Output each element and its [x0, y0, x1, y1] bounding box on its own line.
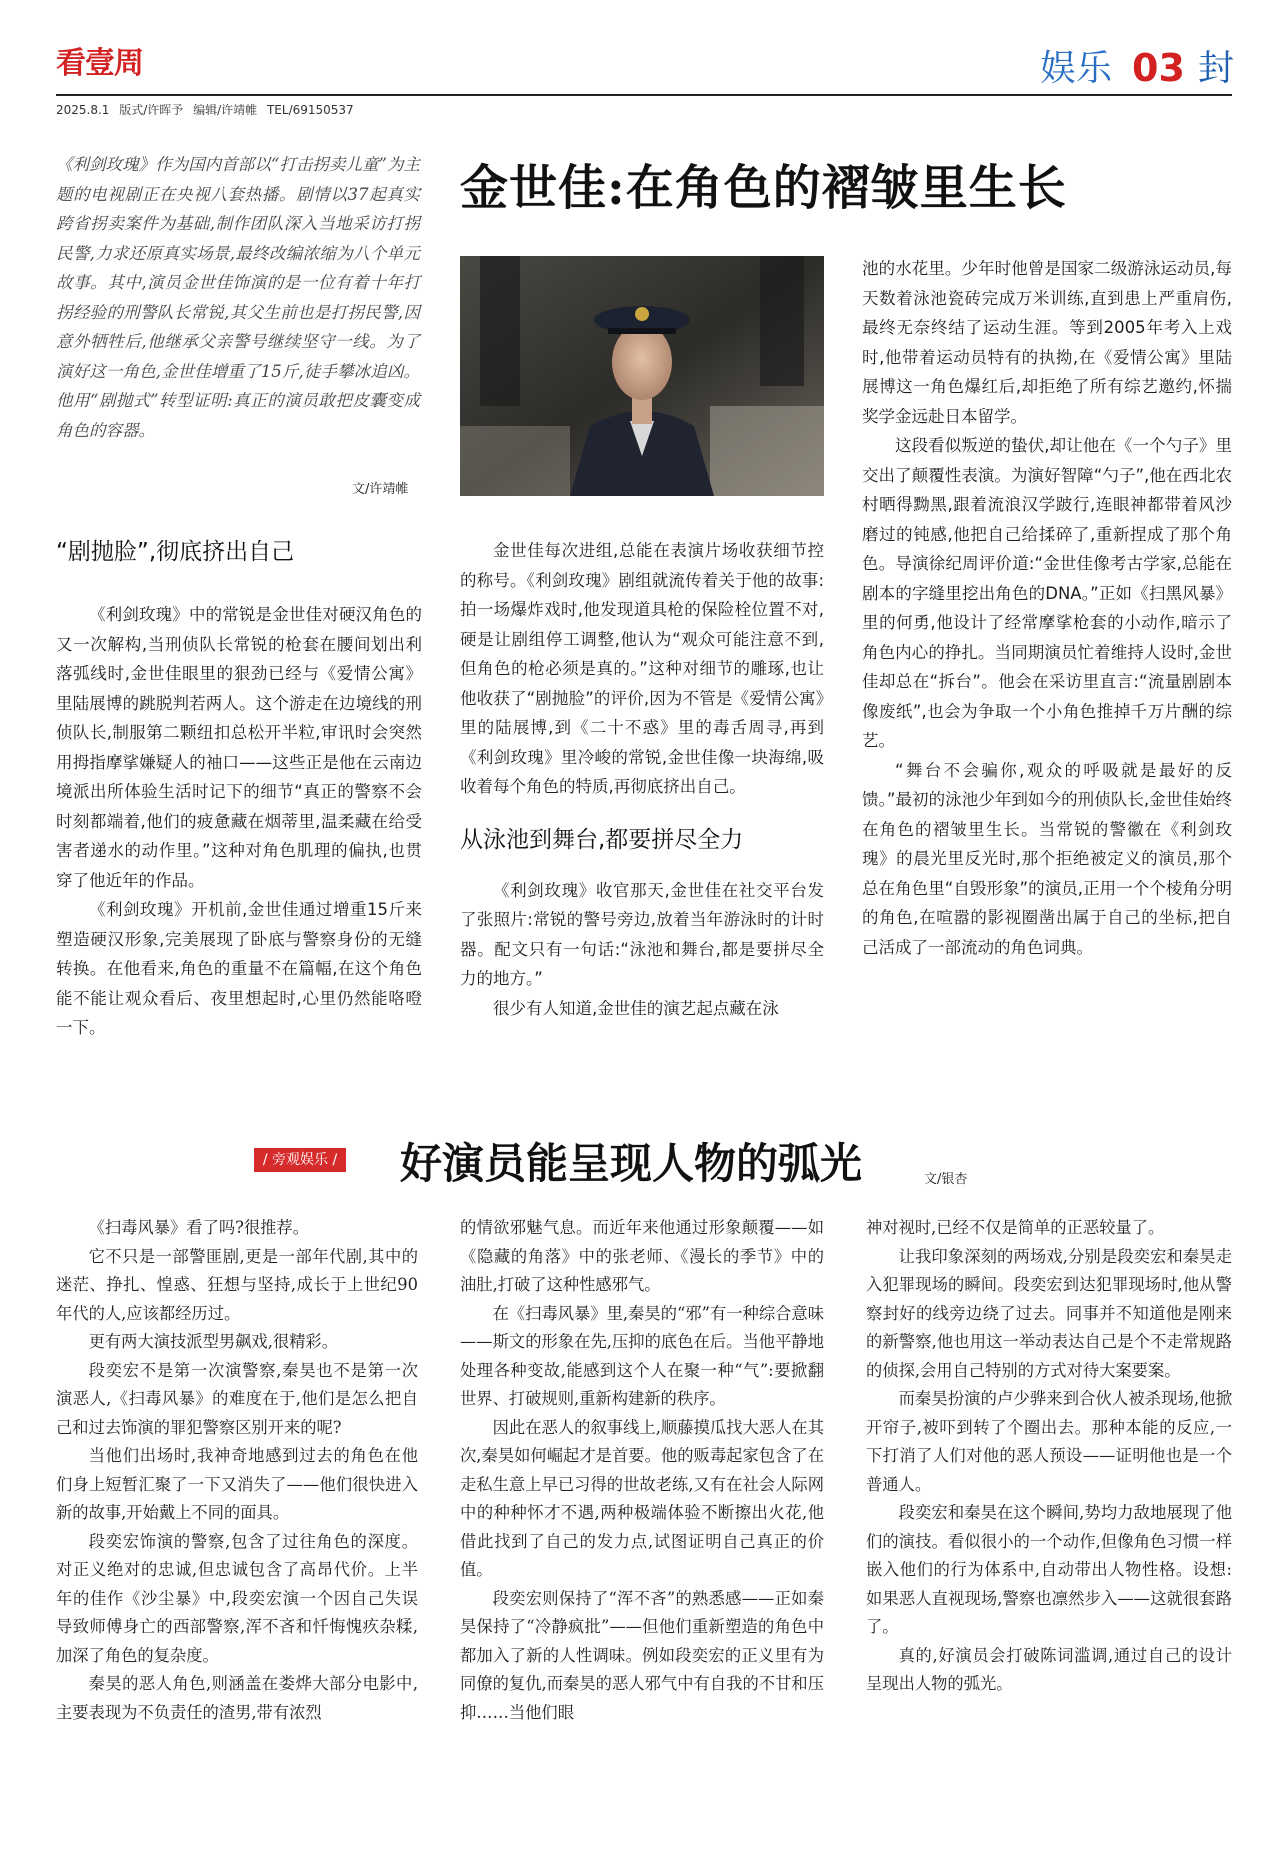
masthead-meta: 2025.8.1 版式/许晖予 编辑/许靖帷 TEL/69150537 — [56, 103, 354, 117]
paragraph: 神对视时,已经不仅是简单的正恶较量了。 — [866, 1218, 1165, 1237]
paragraph: 段奕宏则保持了“浑不吝”的熟悉感——正如秦昊保持了“冷静疯批”——但他们重新塑造的角色中都加入了新的人性调味。例如段奕宏的正义里有为同僚的复仇,而秦昊的恶人邪气中有自我的不甘和压抑……当他们眼 — [460, 1588, 824, 1722]
paragraph: 让我印象深刻的两场戏,分别是段奕宏和秦昊走入犯罪现场的瞬间。段奕宏到达犯罪现场时,他从警察封好的线旁边绕了过去。同事并不知道他是刚来的新警察,他也用这一举动表达自己是个不走常规路的侦探,会用自己特别的方式对待大案要案。 — [866, 1246, 1232, 1380]
portrait-photo — [460, 256, 824, 496]
page-number: 03 — [1132, 46, 1185, 90]
paragraph: 很少有人知道,金世佳的演艺起点藏在泳 — [493, 998, 779, 1018]
article-column-1 — [56, 539, 422, 1043]
article-headline: 金世佳:在角色的褶皱里生长 — [460, 160, 1067, 216]
paragraph: 金世佳每次进组,总能在表演片场收获细节控的称号。《利剑玫瑰》剧组就流传着关于他的故事:拍一场爆炸戏时,他发现道具枪的保险栓位置不对,硬是让剧组停工调整,他认为“观众可能注意不到,但角色的枪必须是真的。”这种对细节的雕琢,也让他收获了“剧抛脸”的评价,因为不管是《爱情公寓》里的陆展博,到《二十不惑》里的毒舌周寻,再到《利剑玫瑰》里冷峻的常锐,金世佳像一块海绵,吸收着每个角色的特质,再彻底挤出自己。 — [460, 541, 824, 796]
article2-column-1 — [56, 1214, 418, 1727]
paragraph: 段奕宏饰演的警察,包含了过往角色的深度。对正义绝对的忠诚,但忠诚包含了高昂代价。上半年的佳作《沙尘暴》中,段奕宏演一个因自己失误导致师傅身亡的西部警察,浑不吝和忏悔愧疚杂糅,加深了角色的复杂度。 — [56, 1531, 418, 1665]
article2-column-3 — [866, 1214, 1232, 1699]
paragraph: 段奕宏不是第一次演警察,秦昊也不是第一次演恶人,《扫毒风暴》的难度在于,他们是怎么把自己和过去饰演的罪犯警察区别开来的呢? — [56, 1360, 418, 1437]
article2-author: 文/银杏 — [924, 1172, 968, 1187]
paragraph: 《利剑玫瑰》开机前,金世佳通过增重15斤来塑造硬汉形象,完美展现了卧底与警察身份的无缝转换。在他看来,角色的重量不在篇幅,在这个角色能不能让观众看后、夜里想起时,心里仍然能咯噔一下。 — [56, 900, 422, 1037]
paragraph: 更有两大演技派型男飙戏,很精彩。 — [88, 1332, 338, 1351]
paragraph: 当他们出场时,我神奇地感到过去的角色在他们身上短暂汇聚了一下又消失了——他们很快进入新的故事,开始戴上不同的面具。 — [56, 1446, 418, 1522]
top-rule — [56, 94, 1232, 96]
paragraph: 真的,好演员会打破陈词滥调,通过自己的设计呈现出人物的弧光。 — [866, 1645, 1232, 1693]
paragraph: 这段看似叛逆的蛰伏,却让他在《一个勺子》里交出了颠覆性表演。为演好智障“勺子”,他在西北农村晒得黝黑,跟着流浪汉学跛行,连眼神都带着风沙磨过的钝感,他把自己给揉碎了,重新捏成了那个角色。导演徐纪周评价道:“金世佳像考古学家,总能在剧本的字缝里挖出角色的DNA。”正如《扫黑风暴》里的何勇,他设计了经常摩挲枪套的小动作,暗示了角色内心的挣扎。当同期演员忙着维持人设时,金世佳却总在“拆台”。他会在采访里直言:“流量剧剧本像废纸”,也会为争取一个小角色推掉千万片酬的综艺。 — [862, 436, 1232, 750]
article2-column-2 — [460, 1214, 824, 1727]
paragraph: 它不只是一部警匪剧,更是一部年代剧,其中的迷茫、挣扎、惶惑、狂想与坚持,成长于上世纪90年代的人,应该都经历过。 — [56, 1246, 418, 1323]
subhead-mask-face: “剧抛脸”,彻底挤出自己 — [56, 539, 295, 565]
section-name: 娱乐 — [1040, 48, 1113, 89]
article-column-3 — [862, 254, 1232, 962]
article2-headline: 好演员能呈现人物的弧光 — [400, 1139, 863, 1188]
paragraph: 《利剑玫瑰》收官那天,金世佳在社交平台发了张照片:常锐的警号旁边,放着当年游泳时的计时器。配文只有一句话:“泳池和舞台,都是要拼尽全力的地方。” — [460, 880, 824, 988]
paragraph: 因此在恶人的叙事线上,顺藤摸瓜找大恶人在其次,秦昊如何崛起才是首要。他的贩毒起家包含了在走私生意上早已习得的世故老练,又有在社会人际网中的种种怀才不遇,两种极端体验不断擦出火花,他借此找到了自己的发力点,试图证明自己真正的价值。 — [460, 1417, 824, 1579]
subhead-pool-to-stage: 从泳池到舞台,都要拼尽全力 — [460, 826, 744, 853]
paragraph: 池的水花里。少年时他曾是国家二级游泳运动员,每天数着泳池瓷砖完成万米训练,直到患上严重肩伤,最终无奈终结了运动生涯。等到2005年考入上戏时,他带着运动员特有的执拗,在《爱情公寓》里陆展博这一角色爆红后,却拒绝了所有综艺邀约,怀揣奖学金远赴日本留学。 — [862, 259, 1232, 426]
paragraph: 在《扫毒风暴》里,秦昊的“邪”有一种综合意味——斯文的形象在先,压抑的底色在后。当他平静地处理各种变故,能感到这个人在聚一种“气”:要掀翻世界、打破规则,重新构建新的秩序。 — [460, 1303, 824, 1408]
article-column-2 — [460, 536, 824, 1023]
paragraph: 《扫毒风暴》看了吗?很推荐。 — [88, 1218, 309, 1237]
police-officer-illustration — [460, 256, 824, 496]
article-intro: 《利剑玫瑰》作为国内首部以“打击拐卖儿童”为主题的电视剧正在央视八套热播。剧情以37起真实跨省拐卖案件为基础,制作团队深入当地采访打拐民警,力求还原真实场景,最终改编浓缩为八个单元故事。其中,演员金世佳饰演的是一位有着十年打拐经验的刑警队长常锐,其父生前也是打拐民警,因意外牺牲后,他继承父亲警号继续坚守一线。为了演好这一角色,金世佳增重了15斤,徒手攀冰追凶。他用“剧抛式”转型证明:真正的演员敢把皮囊变成角色的容器。 — [56, 155, 420, 440]
column-tag: / 旁观娱乐 / — [254, 1148, 346, 1172]
intro-author: 文/许靖帷 — [352, 482, 409, 497]
paragraph: “舞台不会骗你,观众的呼吸就是最好的反馈。”最初的泳池少年到如今的刑侦队长,金世佳始终在角色的褶皱里生长。当常锐的警徽在《利剑玫瑰》的晨光里反光时,那个拒绝被定义的演员,那个总在角色里“自毁形象”的演员,正用一个个棱角分明的角色,在喧嚣的影视圈凿出属于自己的坐标,把自己活成了一部流动的角色词典。 — [862, 760, 1232, 957]
paragraph: 《利剑玫瑰》中的常锐是金世佳对硬汉角色的又一次解构,当刑侦队长常锐的枪套在腰间划出利落弧线时,金世佳眼里的狠劲已经与《爱情公寓》里陆展博的跳脱判若两人。这个游走在边境线的刑侦队长,制服第二颗纽扣总松开半粒,审讯时会突然用拇指摩挲嫌疑人的袖口——这些正是他在云南边境派出所体验生活时记下的细节“真正的警察不会时刻都端着,他们的疲惫藏在烟蒂里,温柔藏在给受害者递水的动作里。”这种对角色肌理的偏执,也贯穿了他近年的作品。 — [56, 605, 422, 890]
paragraph: 段奕宏和秦昊在这个瞬间,势均力敌地展现了他们的演技。看似很小的一个动作,但像角色习惯一样嵌入他们的行为体系中,自动带出人物性格。设想:如果恶人直视现场,警察也凛然步入——这就很套路了。 — [866, 1503, 1232, 1636]
page-label: 封 — [1198, 48, 1235, 89]
paragraph: 秦昊的恶人角色,则涵盖在娄烨大部分电影中,主要表现为不负责任的渣男,带有浓烈 — [56, 1674, 418, 1722]
masthead-logo: 看壹周 — [56, 46, 143, 81]
paragraph: 的情欲邪魅气息。而近年来他通过形象颠覆——如《隐藏的角落》中的张老师、《漫长的季节》中的油肚,打破了这种性感邪气。 — [460, 1218, 824, 1294]
paragraph: 而秦昊扮演的卢少骅来到合伙人被杀现场,他掀开帘子,被吓到转了个圈出去。那种本能的反应,一下打消了人们对他的恶人预设——证明他也是一个普通人。 — [866, 1389, 1232, 1494]
